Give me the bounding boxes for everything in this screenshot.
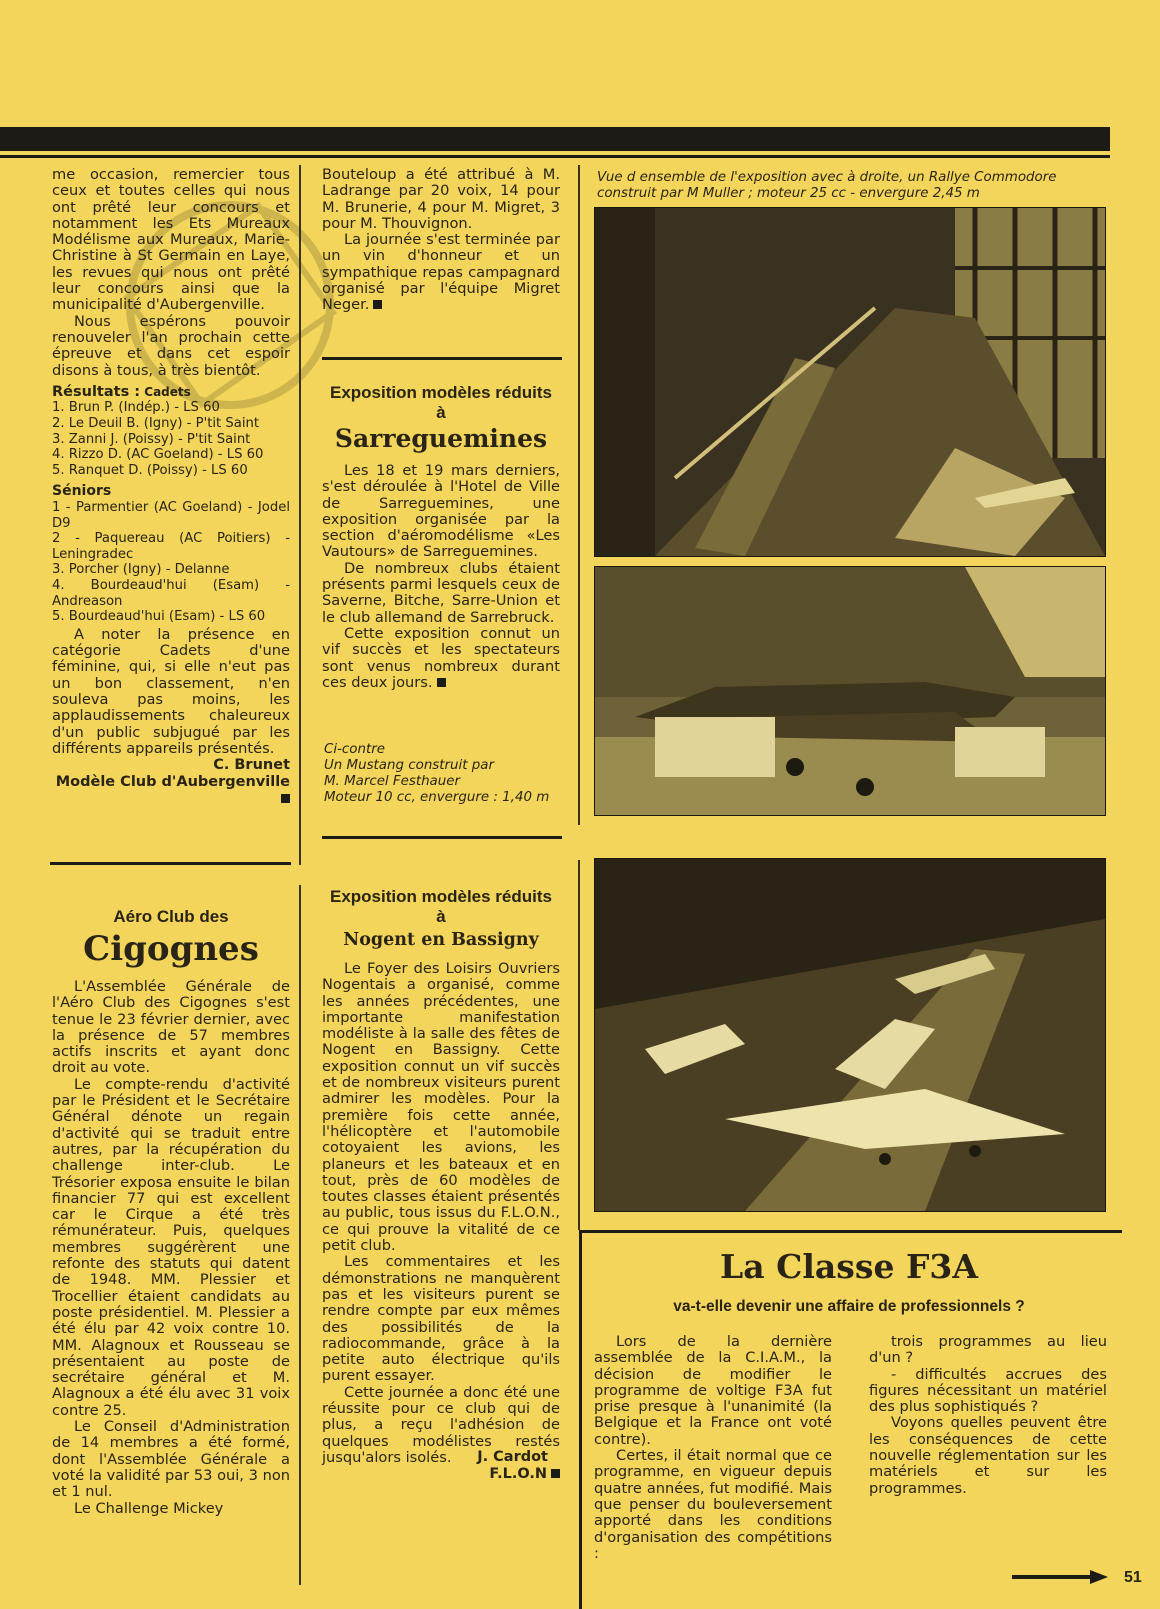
result-item: 1. Brun P. (Indép.) - LS 60 [52,400,220,416]
section-rule [322,357,562,360]
paragraph: Le Conseil d'Administration de 14 membres a été formé, dont l'Assemblée Générale a voté la validité par 53 oui, 3 non et 1 nul. [52,1418,290,1501]
exhibition-photo-caption: Vue d ensemble de l'exposition avec à droite, un Rallye Commodore construit par M Muller ; moteur 25 cc - envergure 2,45 m [597,170,1057,201]
nogent-article [322,887,560,1483]
list-item: trois programmes au lieu d'un ? [869,1333,1107,1367]
result-item: 5. Bourdeaud'hui (Esam) - LS 60 [52,609,266,625]
end-mark-icon [437,678,446,687]
result-item: 5. Ranquet D. (Poissy) - LS 60 [52,462,248,478]
signature-club [52,774,290,808]
cadets-label: Cadets [144,384,191,399]
paragraph: Nous espérons pouvoir renouveler l'an prochain cette épreuve et dans cet espoir disons à tous, à très bientôt. [52,312,290,379]
cigognes-kicker: Aéro Club des [113,907,229,926]
column-2-top [322,167,560,314]
result-item: 4. Rizzo D. (AC Goeland) - LS 60 [52,447,264,463]
seniors-label: Séniors [52,483,112,500]
result-item: 1 - Parmentier (AC Goeland) - Jodel D9 [52,500,290,531]
paragraph: Certes, il était normal que ce programme, en vigueur depuis quatre années, fut modifié. Mais que penser du bouleversement apporté dans les conditions d'organisation des compétitions : [594,1447,832,1562]
cigognes-article [52,907,290,1517]
signature-club [322,1466,560,1483]
end-mark-icon [373,300,382,309]
f3a-left-column [594,1334,832,1562]
results-label: Résultats : [52,383,141,400]
sarreguemines-article [322,383,560,691]
end-mark-icon [551,1469,560,1478]
exhibition-hall-photo [594,207,1106,557]
sarreguemines-kicker: Exposition modèles réduits [330,383,552,402]
caption-line: Un Mustang construit par [324,758,494,773]
signature-club-text: Modèle Club d'Aubergenville [55,774,290,791]
column-rule-1 [299,165,301,865]
nogent-exhibition-photo [594,858,1106,1212]
paragraph: L'Assemblée Générale de l'Aéro Club des Cigognes s'est tenue le 23 février dernier, avec la présence de 57 membres actifs inscrits et ayant donc droit au vote. [52,978,290,1077]
continue-arrow-icon [1012,1570,1108,1584]
mustang-caption [324,742,564,806]
f3a-right-column [869,1334,1107,1497]
paragraph: Les 18 et 19 mars derniers, s'est déroulée à l'Hotel de Ville de Sarreguemines, une exposition organisée par la section d'aéromodélisme «Les Vautours» de Sarreguemines. [322,462,560,561]
f3a-subtitle: va-t-elle devenir une affaire de professionnels ? [673,1298,1025,1315]
section-rule [50,862,291,865]
end-mark-icon [281,794,290,803]
paragraph: Cette journée a donc été une réussite pour ce club qui de plus, a reçu l'adhésion de quelques modélistes restés jusqu'alors isolés. [322,1383,560,1466]
paragraph-text: Cette exposition connut un vif succès et les spectateurs sont venus nombreux durant ces deux jours. [322,624,560,691]
nogent-a: à [436,907,446,926]
paragraph: Voyons quelles peuvent être les conséquences de cette nouvelle réglementation sur les matériels et sur les programmes. [869,1414,1107,1497]
paragraph: Les commentaires et les démonstrations ne manquèrent pas et les visiteurs purent se rendre compte par eux mêmes des possibilités de la radiocommande, grâce à la petite auto électrique qu'ils purent essayer. [322,1253,560,1385]
page-number: 51 [1124,1569,1142,1586]
column-1-top [52,167,290,808]
column-rule-2 [299,885,301,1585]
paragraph: Le Foyer des Loisirs Ouvriers Nogentais a organisé, comme les années précédentes, une importante manifestation modéliste à la salle des fêtes de Nogent en Bassigny. Cette exposition connut un vif succès et de nombreux visiteurs purent admirer les modèles. Pour la première fois cette année, l'hélicoptère et l'automobile cotoyaient les avions, les planeurs et les bateaux et en tout, près de 60 modèles de toutes classes étaient présentés au public, tous issus du F.L.O.N., ce qui prouve la vitalité de ce petit club. [322,960,560,1255]
f3a-title: La Classe F3A [720,1247,978,1286]
paragraph [322,626,560,691]
mustang-photo [594,566,1106,816]
paragraph: Le compte-rendu d'activité par le Président et le Secrétaire Général dénote un regain d'activité qui se traduit entre autres, par la récupération du challenge inter-club. Le Trésorier exposa ensuite le bilan financier 77 qui est excellent car le Cirque a été très rémunérateur. Puis, quelques membres suggérèrent une refonte des statuts qui datent de 1948. MM. Plessier et Trocellier étaient candidats au poste présidentiel. M. Plessier a été élu par 42 voix contre 10. MM. Alagnoux et Rousseau se présentaient au poste de secrétaire général et M. Alagnoux a été élu avec 31 voix contre 25. [52,1075,290,1419]
paragraph: Lors de la dernière assemblée de la C.I.A.M., la décision de modifier le programme de voltige F3A fut prise presque à l'unanimité (la Belgique et la France ont voté contre). [594,1333,832,1448]
paragraph: A noter la présence en catégorie Cadets d'une féminine, qui, si elle n'eut pas un bon classement, n'en souleva pas moins, les applaudissements chaleureux d'un public subjugué par les différents appareils présentés. [52,625,290,757]
sarreguemines-title: Sarreguemines [334,424,548,453]
result-item: 2 - Paquereau (AC Poitiers) - Leningradec [52,531,290,562]
column-rule-4 [578,860,580,1230]
cigognes-title: Cigognes [83,929,259,969]
signature-club-text: F.L.O.N [489,1466,547,1483]
section-rule [322,836,562,839]
column-rule-3 [578,165,580,825]
list-item: - difficultés accrues des figures nécessitant un matériel des plus sophistiqués ? [869,1365,1107,1416]
paragraph [322,232,560,313]
results-block [52,385,290,625]
result-item: 2. Le Deuil B. (Igny) - P'tit Saint [52,416,260,432]
header-rule [0,155,1110,158]
header-band [0,127,1110,151]
nogent-title: Nogent en Bassigny [343,930,539,950]
result-item: 3. Porcher (Igny) - Delanne [52,562,230,578]
paragraph: Le Challenge Mickey [74,1499,224,1517]
sarreguemines-a: à [436,403,446,422]
caption-line: M. Marcel Festhauer [324,774,460,789]
result-item: 4. Bourdeaud'hui (Esam) - Andreason [52,577,290,609]
result-item: 3. Zanni J. (Poissy) - P'tit Saint [52,431,251,447]
caption-line: Moteur 10 cc, envergure : 1,40 m [324,790,550,805]
paragraph: De nombreux clubs étaient présents parmi lesquels ceux de Saverne, Bitche, Sarre-Union et le club allemand de Sarrebruck. [322,559,560,626]
paragraph-text: La journée s'est terminée par un vin d'honneur et un sympathique repas campagnard organisé par l'équipe Migret Neger. [322,231,560,314]
caption-line: Ci-contre [324,742,385,757]
paragraph: me occasion, remercier tous ceux et toutes celles qui nous ont prêté leur concours et notamment les Ets Mureaux Modélisme aux Mureaux, Marie-Christine à St Germain en Laye, les revues qui nous ont prêté leur concours ainsi que la municipalité d'Aubergenville. [52,166,290,314]
paragraph: Bouteloup a été attribué à M. Ladrange par 20 voix, 14 pour M. Brunerie, 4 pour M. Migret, 3 pour M. Thouvignon. [322,166,560,232]
nogent-kicker: Exposition modèles réduits [330,887,552,906]
signature-name: C. Brunet [213,757,290,774]
signature-name: J. Cardot [477,1449,548,1466]
